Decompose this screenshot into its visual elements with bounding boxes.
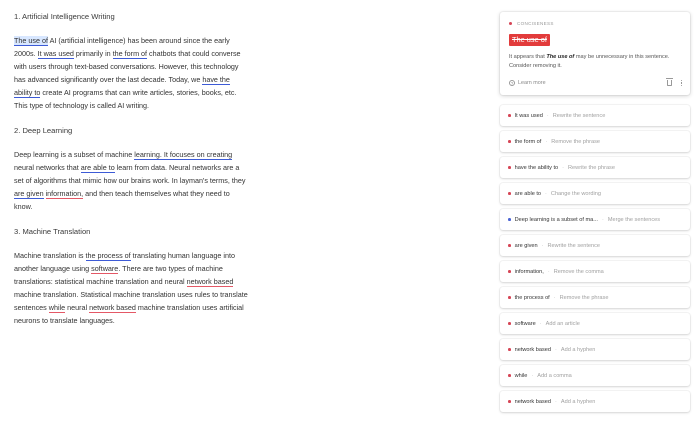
suggestion-phrase: information, [514, 268, 544, 275]
text-line [14, 262, 264, 275]
learn-more-label: Learn more [518, 80, 546, 86]
paragraph[interactable] [14, 148, 264, 213]
suggestion-action: Rewrite the sentence [547, 242, 601, 249]
separator-dot: · [553, 294, 556, 301]
suggestion-dot-icon [508, 270, 511, 273]
text-line [14, 174, 264, 187]
text-line [14, 73, 264, 86]
separator-dot: · [562, 164, 565, 171]
flagged-phrase[interactable]: learning. It focuses on creating [134, 150, 233, 159]
flagged-phrase[interactable]: ability to [14, 88, 41, 97]
category-dot-icon [509, 22, 512, 25]
flagged-phrase[interactable]: network based [89, 303, 136, 312]
separator-dot: · [531, 372, 534, 379]
text-run: neurons to translate languages. [14, 316, 115, 325]
text-run: create AI programs that can write articles, stories, books, etc. [40, 88, 237, 97]
suggestion-dot-icon [508, 244, 511, 247]
learn-more-link[interactable] [509, 80, 546, 86]
suggestion-action: Rewrite the phrase [568, 164, 615, 171]
text-run: 2000s. [14, 49, 38, 58]
suggestion-action: Add a hyphen [560, 346, 596, 353]
suggestion-dot-icon [508, 166, 511, 169]
suggestion-action: Add a hyphen [560, 398, 596, 405]
text-run: translating human language into [130, 251, 235, 260]
suggestion-dot-icon [508, 140, 511, 143]
separator-dot: · [539, 320, 542, 327]
suggestion-phrase: while [514, 372, 528, 379]
suggestion-card[interactable] [500, 209, 690, 230]
explanation-text-end: may be unnecessary in this sentence. Consider removing it. [509, 54, 670, 69]
suggestion-card[interactable] [500, 339, 690, 360]
text-run: AI (artificial intelligence) has been around since the early [47, 36, 230, 45]
text-line [14, 99, 264, 112]
suggestion-phrase: Deep learning is a subset of ma... [514, 216, 598, 223]
text-line [14, 275, 264, 288]
text-run: translations: statistical machine translation and neural [14, 277, 187, 286]
suggestion-action: Add an article [545, 320, 580, 327]
text-run: Machine translation is [14, 251, 86, 260]
suggestion-card[interactable] [500, 183, 690, 204]
document-editor[interactable] [14, 12, 264, 327]
text-line [14, 314, 264, 327]
suggestion-card[interactable] [500, 235, 690, 256]
flagged-phrase[interactable]: software [91, 264, 119, 273]
separator-dot: · [541, 242, 544, 249]
separator-dot: · [545, 190, 547, 197]
suggestion-phrase: the process of [514, 294, 550, 301]
suggestion-card[interactable] [500, 313, 690, 334]
suggestion-dot-icon [508, 218, 511, 221]
suggestion-action: Merge the sentences [607, 216, 661, 223]
text-line [14, 200, 264, 213]
suggestion-card[interactable] [500, 391, 690, 412]
separator-dot: · [545, 138, 548, 145]
flagged-phrase[interactable]: while [48, 303, 66, 312]
text-run: . There are two types of machine [118, 264, 223, 273]
text-line [14, 148, 264, 161]
suggestion-card[interactable] [500, 105, 690, 126]
remove-phrase-button[interactable]: The use of [509, 34, 550, 46]
category-label: CONCISENESS [517, 21, 554, 26]
text-run: Deep learning is a subset of machine [14, 150, 135, 159]
text-run: machine translation uses artificial [135, 303, 244, 312]
section-heading: 3. Machine Translation [14, 227, 91, 236]
suggestion-action: Remove the phrase [551, 138, 601, 145]
card-actions [667, 80, 682, 86]
suggestion-dot-icon [508, 322, 511, 325]
text-run: chatbots that could converse [147, 49, 241, 58]
suggestion-action: Remove the phrase [559, 294, 609, 301]
text-run: has advanced significantly over the last decade. Today, we [14, 75, 203, 84]
suggestion-action: Remove the comma [553, 268, 604, 275]
flagged-phrase[interactable]: are given [14, 189, 44, 198]
suggestion-phrase: network based [514, 398, 551, 405]
separator-dot: · [546, 112, 549, 119]
flagged-phrase[interactable]: the process of [85, 251, 131, 260]
suggestion-card[interactable] [500, 157, 690, 178]
suggestion-phrase: It was used [514, 112, 543, 119]
text-run: set of algorithms that mimic how our brains work. In layman's terms, they [14, 176, 246, 185]
suggestion-card[interactable] [500, 365, 690, 386]
text-run: This type of technology is called AI writing. [14, 101, 150, 110]
question-circle-icon: ? [510, 81, 514, 86]
flagged-phrase[interactable]: It was used [37, 49, 74, 58]
text-line [14, 161, 264, 174]
text-run: neural networks that [14, 163, 81, 172]
text-line [14, 47, 264, 60]
text-run: and then teach themselves what they need to [83, 189, 230, 198]
text-run: neural [65, 303, 90, 312]
suggestion-dot-icon [508, 114, 511, 117]
suggestion-dot-icon [508, 192, 511, 195]
suggestion-phrase: are given [514, 242, 538, 249]
suggestion-phrase: the form of [514, 138, 542, 145]
separator-dot: · [601, 216, 604, 223]
suggestions-sidebar [500, 12, 690, 412]
explanation-text-start: It appears that [509, 54, 547, 60]
text-line [14, 301, 264, 314]
text-line [14, 187, 264, 200]
flagged-phrase[interactable]: information, [45, 189, 84, 198]
text-run: sentences [14, 303, 49, 312]
suggestion-card[interactable] [500, 131, 690, 152]
text-line [14, 34, 264, 47]
text-line [14, 86, 264, 99]
suggestion-card[interactable] [500, 287, 690, 308]
explanation-phrase: The use of [546, 54, 575, 60]
suggestion-dot-icon [508, 296, 511, 299]
text-line [14, 249, 264, 262]
separator-dot: · [547, 268, 550, 275]
suggestion-dot-icon [508, 374, 511, 377]
flagged-phrase[interactable]: network based [186, 277, 234, 286]
suggestion-explanation [509, 53, 679, 71]
text-line [14, 60, 264, 73]
suggestion-card[interactable] [500, 261, 690, 282]
separator-dot: · [554, 346, 557, 353]
suggestion-card-footer [509, 79, 682, 87]
text-run: learn from data. Neural networks are a [114, 163, 240, 172]
trash-icon[interactable] [667, 80, 672, 86]
suggestion-phrase: are able to [514, 190, 542, 197]
suggestion-phrase: have the ability to [514, 164, 559, 171]
suggestion-category [509, 20, 681, 27]
selected-issue-phrase[interactable]: The use of [14, 36, 48, 45]
suggestion-phrase: software [514, 320, 536, 327]
text-run: with users through text-based conversations. However, this technology [14, 62, 239, 71]
separator-dot: · [554, 398, 557, 405]
text-run: another language using [14, 264, 92, 273]
flagged-phrase[interactable]: the form of [112, 49, 148, 58]
text-run: know. [14, 202, 33, 211]
flagged-phrase[interactable]: have the [202, 75, 230, 84]
text-run: primarily in [73, 49, 113, 58]
suggestion-action: Add a comma [537, 372, 572, 379]
text-line [14, 288, 264, 301]
suggestion-dot-icon [508, 348, 511, 351]
paragraph[interactable] [14, 34, 264, 112]
flagged-phrase[interactable]: are able to [80, 163, 115, 172]
more-vertical-icon[interactable] [681, 80, 682, 86]
active-suggestion-card[interactable] [500, 12, 690, 95]
suggestion-dot-icon [508, 400, 511, 403]
suggestion-phrase: network based [514, 346, 551, 353]
text-run: machine translation. Statistical machine translation uses rules to translate [14, 290, 248, 299]
section-heading: 1. Artificial Intelligence Writing [14, 12, 115, 21]
section-heading: 2. Deep Learning [14, 126, 73, 135]
suggestion-action: Rewrite the sentence [552, 112, 606, 119]
paragraph[interactable] [14, 249, 264, 327]
suggestion-action: Change the wording [550, 190, 601, 197]
